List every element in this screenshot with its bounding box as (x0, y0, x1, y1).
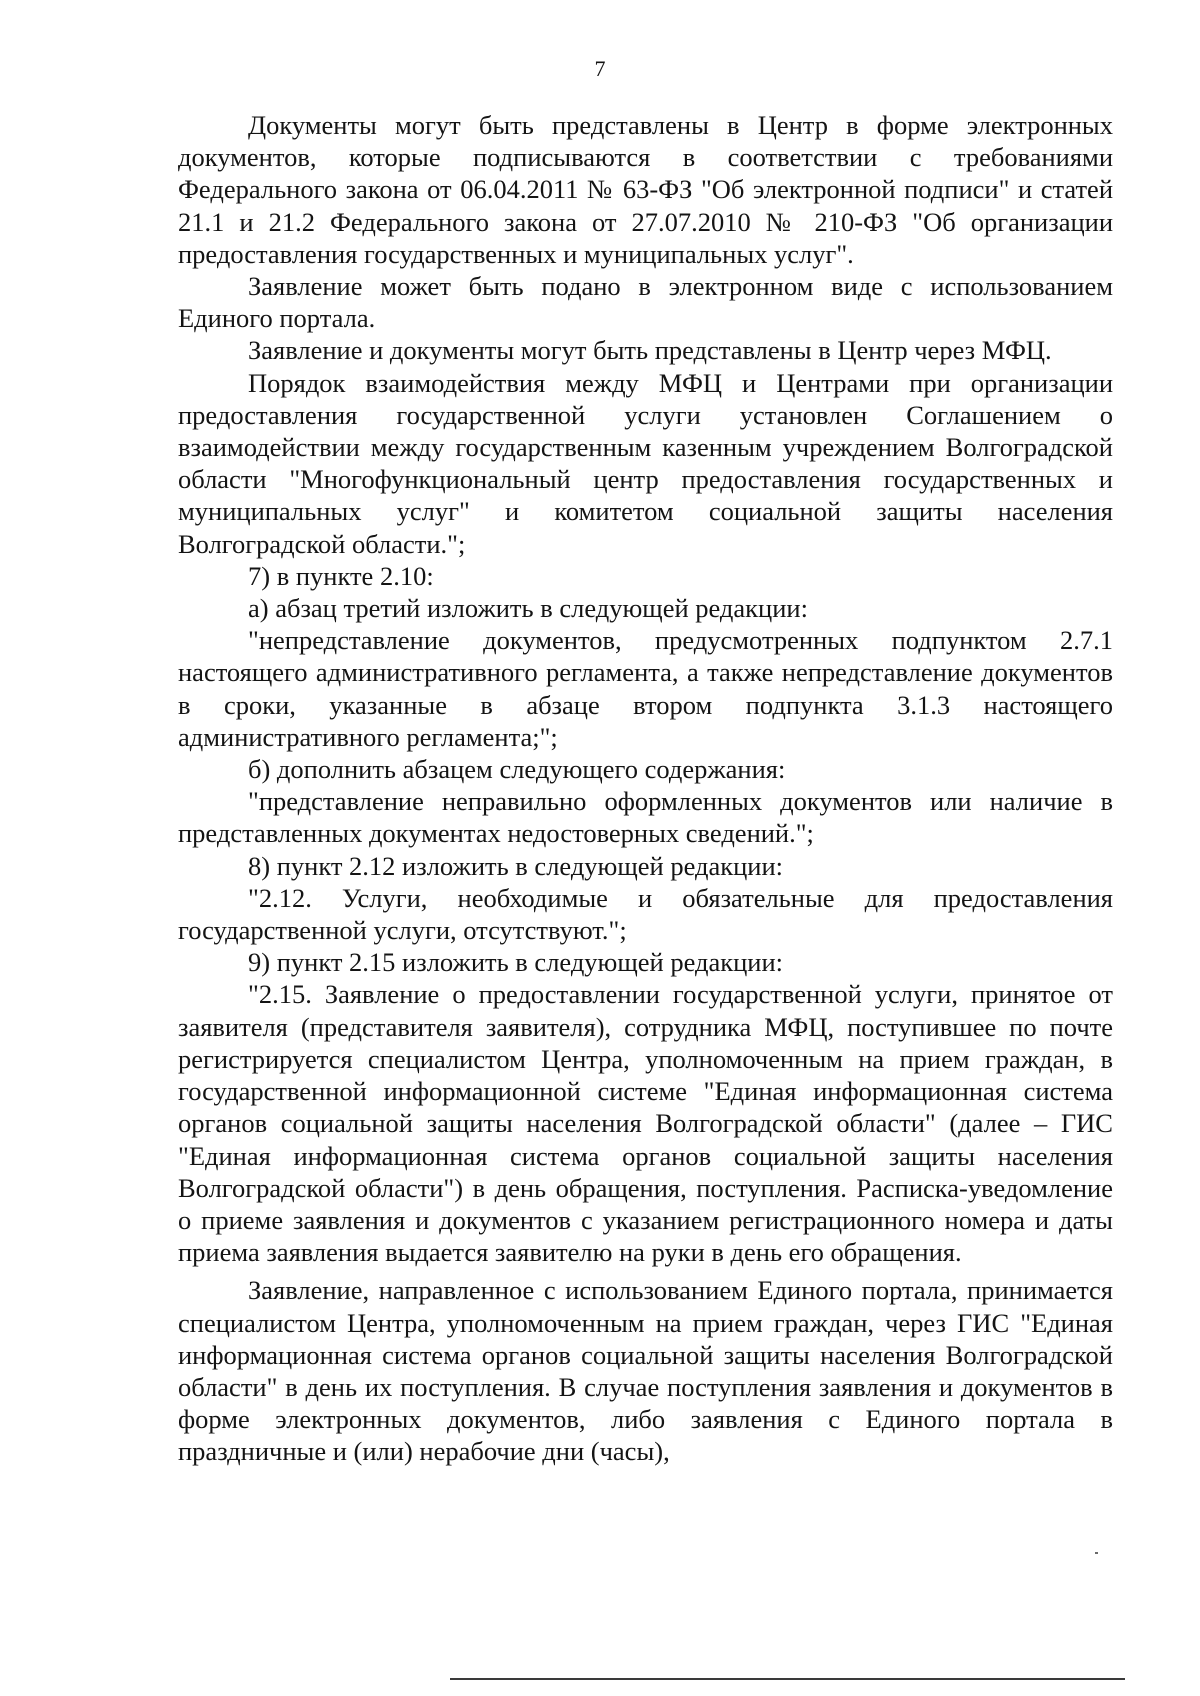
paragraph-subitem-a: а) абзац третий изложить в следующей редакции: (248, 593, 808, 624)
paragraph-electronic-documents: Документы могут быть представлены в Центр в форме электронных документов, которые подписываются в соответствии с требованиями Федерального закона от 06.04.2011 № 63-ФЗ "Об электронной подписи" и статей 21.1 и 21.2 Федерального закона от 27.07.2010 № 210-ФЗ "Об организации предоставления государственных и муниципальных услуг". (178, 110, 1113, 269)
paragraph-interaction-procedure: Порядок взаимодействия между МФЦ и Центрами при организации предоставления государственной услуги установлен Соглашением о взаимодействии между государственным казенным учреждением Волгоградской области "Многофункциональный центр предоставления государственных и муниципальных услуг" и комитетом социальной защиты населения Волгоградской области."; (178, 367, 1113, 559)
paragraph-portal-application: Заявление, направленное с использованием Единого портала, принимается специалистом Центра, уполномоченным на прием граждан, через ГИС "Единая информационная система органов социальной защиты населения Волгоградской области" в день их поступления. В случае поступления заявления и документов в форме электронных документов, либо заявления с Единого портала в праздничные и (или) нерабочие дни (часы), (178, 1275, 1113, 1467)
footer-rule (450, 1678, 1125, 1680)
paragraph-clause-2-15: "2.15. Заявление о предоставлении государственной услуги, принятое от заявителя (представителя заявителя), сотрудника МФЦ, поступившее по почте регистрируется специалистом Центра, уполномоченным на прием граждан, в государственной информационной системе "Единая информационная система органов социальной защиты населения Волгоградской области" (далее – ГИС "Единая информационная система органов социальной защиты населения Волгоградской области") в день обращения, поступления. Расписка-уведомление о приеме заявления и документов с указанием регистрационного номера и даты приема заявления выдается заявителю на руки в день его обращения. (178, 979, 1113, 1268)
paragraph-item-7: 7) в пункте 2.10: (248, 560, 434, 591)
paragraph-item-9: 9) пункт 2.15 изложить в следующей редакции: (248, 947, 784, 978)
paragraph-unified-portal: Заявление может быть подано в электронном виде с использованием Единого портала. (178, 271, 1113, 334)
paragraph-subitem-b: б) дополнить абзацем следующего содержания: (248, 754, 786, 785)
document-body (178, 109, 1113, 1468)
paragraph-non-submission: "непредставление документов, предусмотренных подпунктом 2.7.1 настоящего административного регламента, а также непредставление документов в сроки, указанные в абзаце втором подпункта 3.1.3 настоящего административного регламента;"; (178, 625, 1113, 752)
paragraph-incorrect-documents: "представление неправильно оформленных документов или наличие в представленных документах недостоверных сведений."; (178, 786, 1113, 849)
paragraph-mfc-submission: Заявление и документы могут быть представлены в Центр через МФЦ. (248, 335, 1052, 366)
scan-speck (1095, 1552, 1098, 1554)
paragraph-item-8: 8) пункт 2.12 изложить в следующей редакции: (248, 850, 784, 881)
paragraph-clause-2-12: "2.12. Услуги, необходимые и обязательные для предоставления государственной услуги, отсутствуют."; (178, 882, 1113, 946)
page-number: 7 (594, 56, 606, 81)
